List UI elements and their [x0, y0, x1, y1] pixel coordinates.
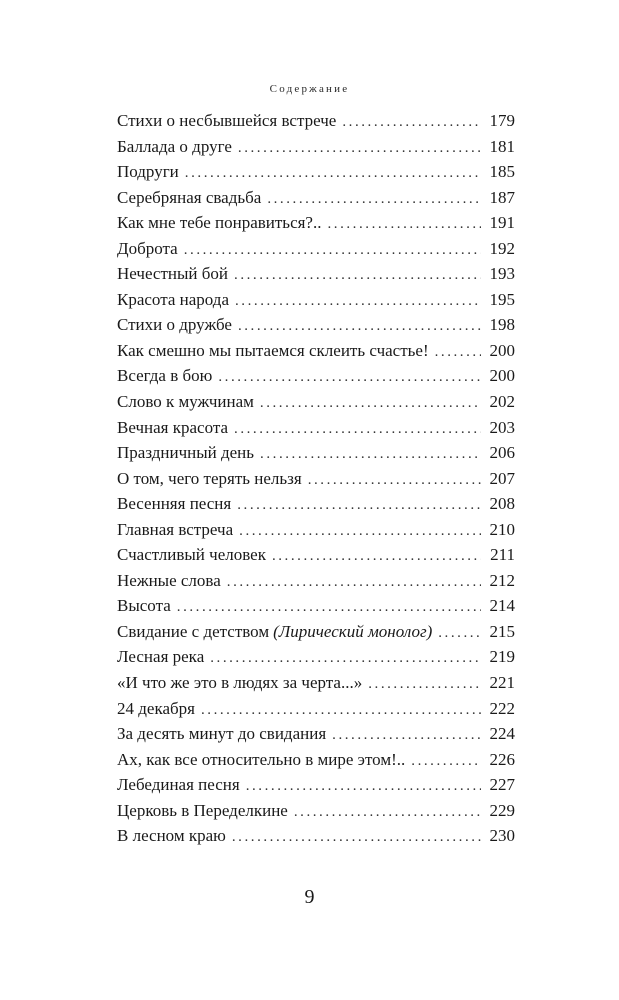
toc-entry-page: 222 [489, 698, 515, 718]
toc-entry [117, 440, 515, 466]
dot-leader [332, 723, 481, 749]
dot-leader [246, 774, 481, 800]
dot-leader [438, 621, 481, 647]
toc-entry [117, 236, 515, 262]
toc-entry-page: 210 [489, 519, 515, 539]
toc-entry [117, 415, 515, 441]
toc-entry-page: 208 [489, 494, 515, 514]
toc-entry-page: 211 [490, 545, 515, 565]
toc-entry-page: 200 [489, 366, 515, 386]
toc-entry [117, 338, 515, 364]
toc-entry-title: Главная встреча [117, 519, 234, 539]
toc-entry [117, 772, 515, 798]
dot-leader [210, 646, 481, 672]
toc-entry-title: Баллада о друге [117, 136, 232, 156]
dot-leader [235, 289, 481, 315]
toc-entry-title: Красота народа [117, 289, 229, 309]
toc-entry-title: Счастливый человек [117, 545, 266, 565]
toc-entry-page: 181 [489, 136, 515, 156]
toc-entry [117, 593, 515, 619]
toc-entry [117, 644, 515, 670]
dot-leader [201, 698, 481, 724]
toc-entry-page: 192 [489, 238, 515, 258]
dot-leader [260, 391, 481, 417]
dot-leader [177, 595, 481, 621]
dot-leader [227, 570, 481, 596]
page-number: 9 [304, 886, 315, 908]
dot-leader [238, 136, 481, 162]
toc-entry-title: Нечестный бой [117, 264, 229, 284]
dot-leader [234, 263, 481, 289]
toc-entry [117, 798, 515, 824]
dot-leader [218, 365, 481, 391]
toc-entry-page: 191 [489, 213, 515, 233]
toc-entry [117, 312, 515, 338]
toc-entry-title: Стихи о дружбе [117, 315, 232, 335]
toc-entry [117, 491, 515, 517]
dot-leader [232, 825, 481, 851]
toc-entry-page: 195 [489, 289, 515, 309]
dot-leader [239, 519, 481, 545]
toc-entry-title: Подруги [117, 162, 179, 182]
dot-leader [272, 544, 481, 570]
dot-leader [308, 468, 481, 494]
toc-entry-title: В лесном краю [117, 826, 226, 846]
dot-leader [234, 417, 481, 443]
toc-entry [117, 696, 515, 722]
toc-entry-title: Всегда в бою [117, 366, 213, 386]
dot-leader [411, 749, 481, 775]
toc-entry-title: О том, чего терять нельзя [117, 468, 302, 488]
toc-entry-title: Высота [117, 596, 171, 616]
toc-entry-page: 226 [489, 749, 515, 769]
dot-leader [327, 212, 481, 238]
toc-entry-page: 200 [489, 340, 515, 360]
toc-entry-title: Лесная река [117, 647, 205, 667]
dot-leader [260, 442, 481, 468]
toc-entry-title: За десять минут до свидания [117, 724, 327, 744]
toc-entry-page: 214 [489, 596, 515, 616]
toc-entry [117, 363, 515, 389]
dot-leader [294, 800, 481, 826]
toc-entry [117, 721, 515, 747]
dot-leader [267, 187, 481, 213]
toc-entry [117, 670, 515, 696]
toc-entry-page: 185 [489, 162, 515, 182]
toc-entry-page: 229 [489, 800, 515, 820]
toc-entry-title: Нежные слова [117, 570, 221, 590]
toc-entry [117, 619, 515, 645]
toc-entry-title: Как смешно мы пытаемся склеить счастье! [117, 340, 429, 360]
toc-entry [117, 466, 515, 492]
toc-entry-title: Церковь в Переделкине [117, 800, 288, 820]
toc-entry [117, 210, 515, 236]
dot-leader [238, 314, 481, 340]
toc-entry-title: «И что же это в людях за черта...» [117, 673, 363, 693]
toc-entry-title: Как мне тебе понравиться?.. [117, 213, 322, 233]
toc-entry [117, 568, 515, 594]
toc-entry [117, 389, 515, 415]
toc-entry-title: Лебединая песня [117, 775, 240, 795]
toc-entry [117, 542, 515, 568]
toc-entry-page: 203 [489, 417, 515, 437]
toc-entry-title: Серебряная свадьба [117, 187, 262, 207]
toc-entry-page: 215 [489, 621, 515, 641]
toc-entry-subtitle: (Лирический монолог) [273, 621, 433, 641]
toc-entry-page: 206 [489, 443, 515, 463]
toc-entry [117, 517, 515, 543]
toc-entry-title: Слово к мужчинам [117, 392, 254, 412]
toc-entry-page: 224 [489, 724, 515, 744]
toc-entry-title: Праздничный день [117, 443, 255, 463]
toc-entry-title: Стихи о несбывшейся встрече [117, 111, 337, 130]
toc-entry [117, 134, 515, 160]
toc-entry-page: 212 [489, 570, 515, 590]
toc-entry-title: Доброта [117, 238, 178, 258]
table-of-contents [117, 108, 515, 849]
toc-entry-title: Вечная красота [117, 417, 229, 437]
toc-entry [117, 823, 515, 849]
toc-entry-page: 179 [489, 111, 515, 130]
toc-entry [117, 159, 515, 185]
dot-leader [435, 340, 481, 366]
toc-entry-page: 219 [489, 647, 515, 667]
toc-entry-title: Весенняя песня [117, 494, 232, 514]
toc-entry-title [117, 619, 438, 645]
toc-entry-title-text: Свидание с детством [117, 621, 270, 641]
toc-entry [117, 287, 515, 313]
toc-entry [117, 261, 515, 287]
dot-leader [185, 161, 481, 187]
toc-entry-page: 193 [489, 264, 515, 284]
toc-entry [117, 185, 515, 211]
toc-entry-page: 221 [489, 673, 515, 693]
toc-entry-title: Ах, как все относительно в мире этом!.. [117, 749, 406, 769]
toc-entry-page: 227 [489, 775, 515, 795]
dot-leader [184, 238, 481, 264]
dot-leader [237, 493, 481, 519]
toc-entry-title: 24 декабря [117, 698, 195, 718]
dot-leader [342, 110, 481, 136]
toc-entry-page: 207 [489, 468, 515, 488]
running-header: Содержание [269, 83, 350, 95]
dot-leader [368, 672, 481, 698]
toc-entry [117, 108, 515, 134]
toc-entry-page: 187 [489, 187, 515, 207]
toc-entry-page: 230 [489, 826, 515, 846]
toc-entry-page: 198 [489, 315, 515, 335]
toc-entry [117, 747, 515, 773]
toc-entry-page: 202 [489, 392, 515, 412]
